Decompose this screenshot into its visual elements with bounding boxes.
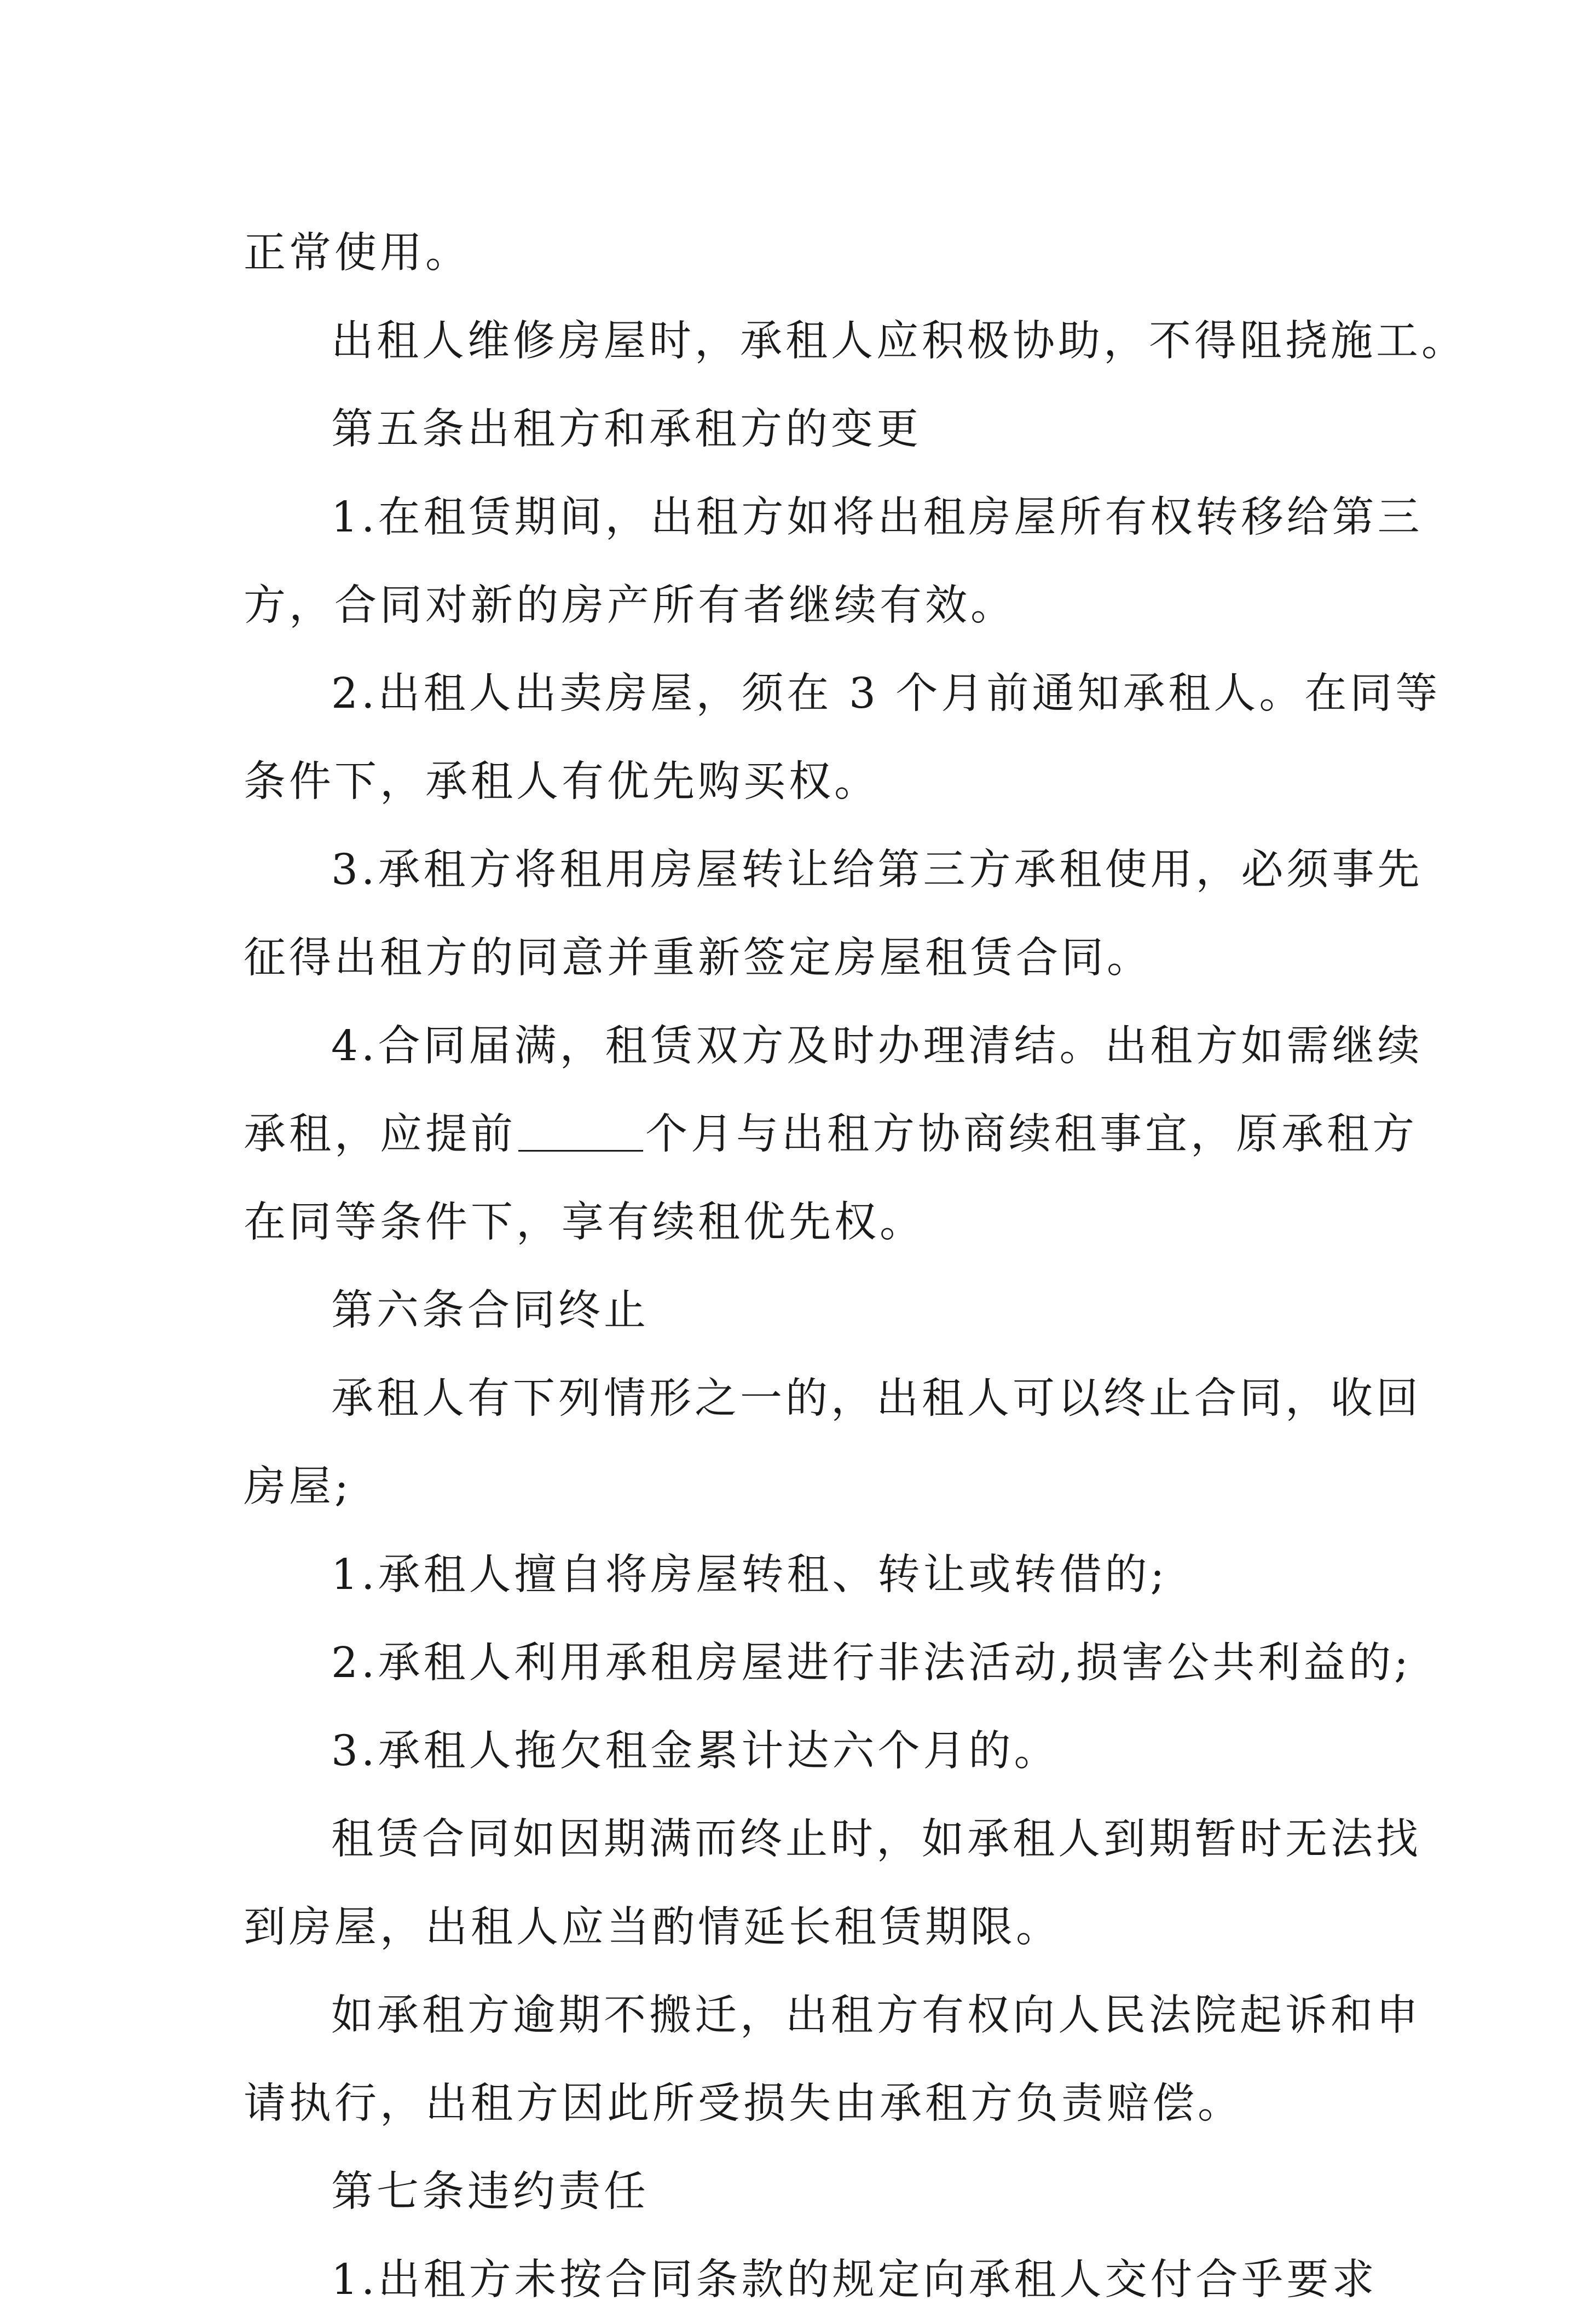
text-line: 1.在租赁期间，出租方如将出租房屋所有权转移给第三 — [331, 493, 1423, 542]
text-line: 4.合同届满，租赁双方及时办理清结。出租方如需继续 — [331, 1022, 1423, 1071]
text-line: 出租人维修房屋时，承租人应积极协助，不得阻挠施工。 — [331, 317, 1467, 366]
text-line: 在同等条件下，享有续租优先权。 — [244, 1198, 925, 1247]
text-line: 方，合同对新的房产所有者继续有效。 — [244, 581, 1016, 630]
text-line: 条件下，承租人有优先购买权。 — [244, 758, 880, 806]
text-line: 房屋; — [244, 1462, 352, 1511]
text-line: 承租人有下列情形之一的，出租人可以终止合同，收回 — [331, 1374, 1421, 1423]
text-line: 如承租方逾期不搬迁，出租方有权向人民法院起诉和申 — [331, 1991, 1421, 2040]
text-line: 征得出租方的同意并重新签定房屋租赁合同。 — [244, 934, 1152, 982]
section-heading: 第七条违约责任 — [331, 2167, 649, 2216]
fill-in-blank — [518, 1117, 643, 1152]
text-line: 到房屋，出租人应当酌情延长租赁期限。 — [244, 1903, 1061, 1952]
text-line: 1.承租人擅自将房屋转租、转让或转借的; — [331, 1551, 1168, 1599]
text-line: 2.承租人利用承租房屋进行非法活动,损害公共利益的; — [331, 1639, 1412, 1687]
section-heading: 第五条出租方和承租方的变更 — [331, 405, 922, 454]
text-line: 3.承租人拖欠租金累计达六个月的。 — [331, 1727, 1060, 1776]
text-line-with-blank — [244, 1090, 1418, 1178]
text-line: 1.出租方未按合同条款的规定向承租人交付合乎要求 — [331, 2256, 1378, 2304]
section-heading: 第六条合同终止 — [331, 1286, 649, 1335]
text-fragment: 个月与出租方协商续租事宜，原承租方 — [645, 1110, 1418, 1159]
text-line: 租赁合同如因期满而终止时，如承租人到期暂时无法找 — [331, 1815, 1421, 1864]
text-line: 2.出租人出卖房屋，须在 3 个月前通知承租人。在同等 — [331, 669, 1441, 718]
document-body — [244, 209, 1467, 2324]
text-line: 正常使用。 — [244, 229, 471, 278]
text-fragment: 承租，应提前 — [244, 1110, 516, 1159]
text-line: 3.承租方将租用房屋转让给第三方承租使用，必须事先 — [331, 846, 1423, 894]
text-line: 请执行，出租方因此所受损失由承租方负责赔偿。 — [244, 2079, 1243, 2128]
